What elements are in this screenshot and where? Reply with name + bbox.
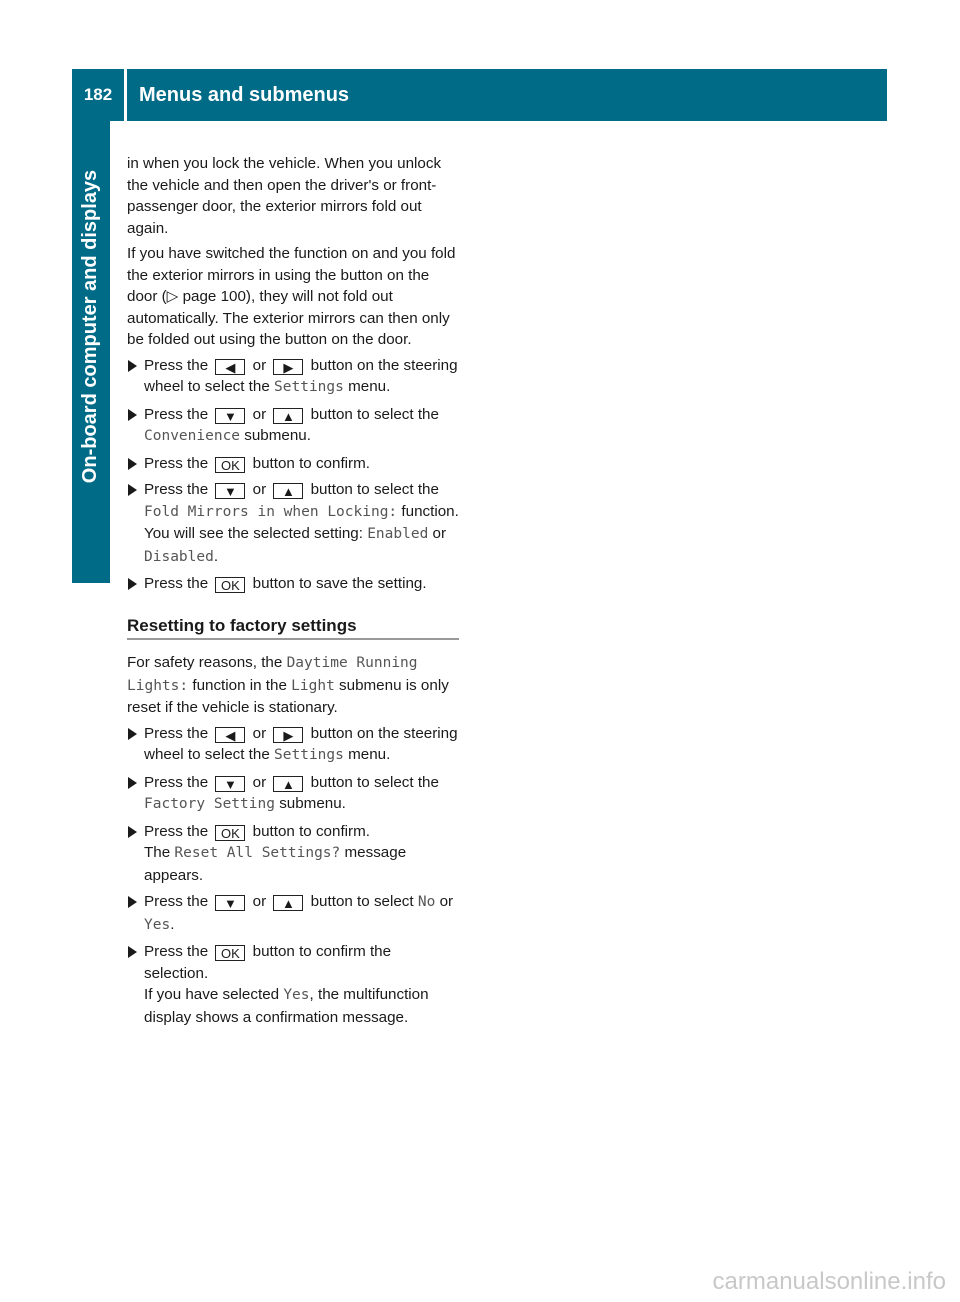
arrow-right-icon [128, 578, 137, 590]
instruction-step: Press the ▼ or ▲ button to select the Fold Mirrors in when Locking: function. You will see the selected setting: Enabled or Disabled. [127, 479, 459, 568]
setting-value: Enabled [367, 526, 429, 542]
up-key-icon: ▲ [273, 408, 303, 424]
instruction-step: Press the OK button to confirm. [127, 453, 459, 475]
instruction-step: Press the ◀ or ▶ button on the steering wheel to select the Settings menu. [127, 355, 459, 399]
submenu-name: Convenience [144, 428, 241, 444]
paragraph: For safety reasons, the Daytime Running Lights: function in the Light submenu is only reset if the vehicle is stationary. [127, 654, 449, 716]
up-key-icon: ▲ [273, 776, 303, 792]
instruction-step: Press the OK button to confirm the selection. If you have selected Yes, the multifunction display shows a confirmation message. [127, 941, 459, 1028]
option-value: No [417, 894, 436, 910]
message-name: Reset All Settings? [174, 845, 341, 861]
left-key-icon: ◀ [215, 359, 245, 375]
function-name: Fold Mirrors in when Locking: [144, 503, 398, 520]
arrow-right-icon [128, 409, 137, 421]
right-key-icon: ▶ [273, 359, 303, 375]
page-title: Menus and submenus [139, 84, 350, 106]
down-key-icon: ▼ [215, 776, 245, 792]
arrow-right-icon [128, 777, 137, 789]
down-key-icon: ▼ [215, 895, 245, 911]
paragraph: If you have switched the function on and you fold the exterior mirrors in using the button on the door (▷ page 100), they will not fold out automatically. The exterior mirrors can then only be folded out using the button on the door. [127, 245, 456, 348]
arrow-right-icon [128, 360, 137, 372]
page-number: 182 [83, 85, 113, 104]
ok-key-icon: OK [215, 945, 245, 961]
right-key-icon: ▶ [273, 727, 303, 743]
arrow-right-icon [128, 896, 137, 908]
instruction-step: Press the ▼ or ▲ button to select the Convenience submenu. [127, 404, 459, 448]
arrow-right-icon [128, 946, 137, 958]
down-key-icon: ▼ [215, 408, 245, 424]
paragraph: in when you lock the vehicle. When you unlock the vehicle and then open the driver's or front-passenger door, the exterior mirrors fold out again. [127, 155, 442, 237]
ok-key-icon: OK [215, 577, 245, 593]
menu-name: Settings [274, 747, 344, 763]
side-tab-label-wrap [72, 121, 110, 531]
arrow-right-icon [128, 484, 137, 496]
left-key-icon: ◀ [215, 727, 245, 743]
side-tab-label: On-board computer and displays [79, 169, 102, 483]
submenu-name: Light [291, 677, 335, 694]
up-key-icon: ▲ [273, 895, 303, 911]
header-divider [124, 69, 127, 121]
setting-value: Disabled [144, 548, 214, 565]
instruction-step: Press the ▼ or ▲ button to select the Factory Setting submenu. [127, 772, 459, 816]
down-key-icon: ▼ [215, 483, 245, 499]
ok-key-icon: OK [215, 457, 245, 473]
arrow-right-icon [128, 458, 137, 470]
instruction-step: Press the OK button to confirm. The Reset All Settings? message appears. [127, 821, 459, 887]
option-value: Yes [283, 987, 310, 1003]
main-content [127, 153, 459, 1033]
arrow-right-icon [128, 728, 137, 740]
section-heading: Resetting to factory settings [127, 615, 459, 641]
instruction-step: Press the ◀ or ▶ button on the steering wheel to select the Settings menu. [127, 723, 459, 767]
menu-name: Settings [274, 379, 344, 395]
instruction-step: Press the ▼ or ▲ button to select No or Yes. [127, 891, 459, 936]
submenu-name: Factory Setting [144, 796, 275, 812]
option-value: Yes [144, 916, 171, 933]
function-name: Daytime Running Lights: [127, 655, 418, 694]
up-key-icon: ▲ [273, 483, 303, 499]
watermark: carmanualsonline.info [712, 1268, 946, 1295]
instruction-step: Press the OK button to save the setting. [127, 573, 459, 595]
arrow-right-icon [128, 826, 137, 838]
ok-key-icon: OK [215, 825, 245, 841]
